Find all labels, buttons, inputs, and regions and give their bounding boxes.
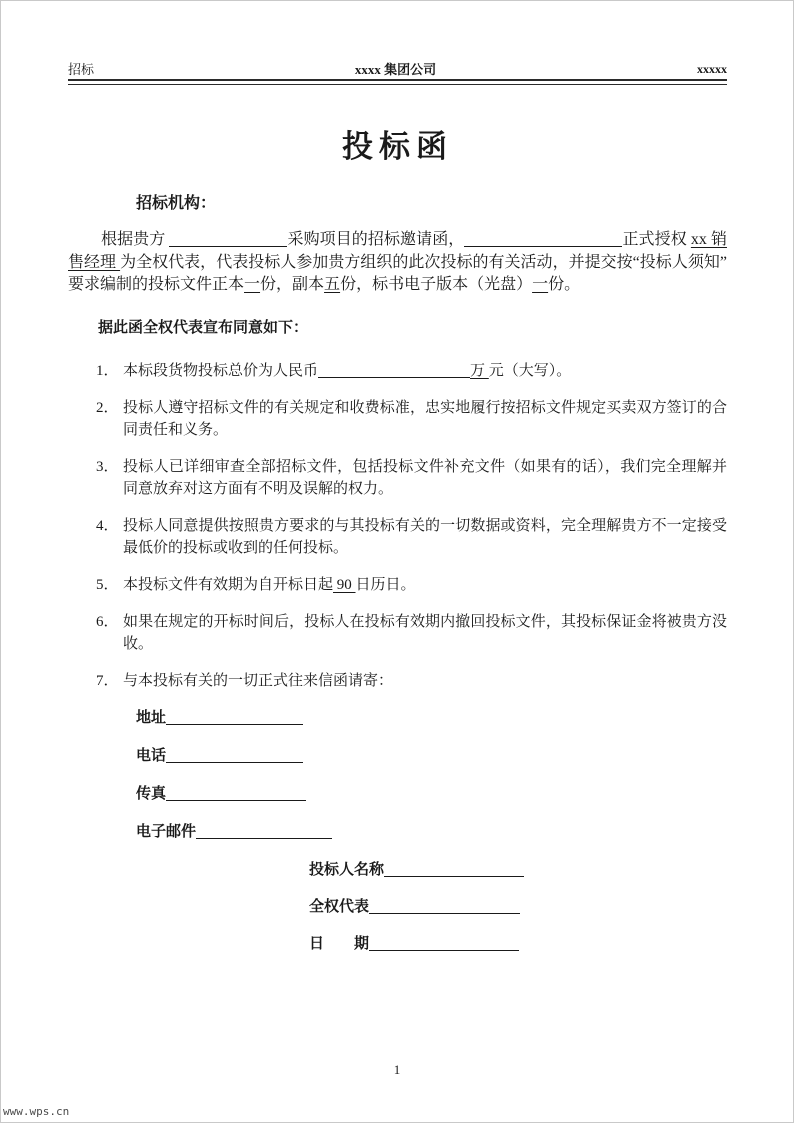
document-title: 投标函 <box>342 129 453 164</box>
text-run: 投标人已详细审查全部招标文件，包括投标文件补充文件（如果有的话），我们完全理解并同意放弃对这方面有不明及误解的权力。 <box>123 458 727 497</box>
text-run: 正式授权 <box>622 231 691 248</box>
text-run: 万 <box>470 362 489 379</box>
intro-paragraph <box>68 229 727 297</box>
contact-line <box>136 821 727 843</box>
recipient-label: 招标机构： <box>136 195 217 212</box>
term-item <box>96 397 727 441</box>
text-run: 日历日。 <box>355 576 416 593</box>
text-run: 一 <box>244 276 261 293</box>
text-run: 本标段货物投标总价为人民币 <box>123 362 319 379</box>
contact-label: 地址 <box>136 709 167 726</box>
text-run: 根据贵方 <box>101 231 170 248</box>
contact-label: 电话 <box>136 747 167 764</box>
header-center-text: xxxx 集团公司 <box>354 62 437 77</box>
term-item <box>96 515 727 559</box>
signature-section <box>309 859 727 955</box>
term-number: 5． <box>96 576 119 593</box>
text-run: 五 <box>324 276 341 293</box>
page-header <box>68 61 727 78</box>
term-text <box>123 515 727 559</box>
term-text <box>123 360 727 382</box>
signature-blank-line <box>384 861 524 877</box>
text-run: 元（大写）。 <box>488 362 572 379</box>
header-divider <box>68 79 727 85</box>
term-text <box>123 574 727 596</box>
term-item <box>96 670 727 692</box>
term-text <box>123 456 727 500</box>
text-run: 份，副本 <box>260 276 325 293</box>
term-number: 2． <box>96 399 119 416</box>
contact-label: 传真 <box>136 785 167 802</box>
term-item <box>96 574 727 596</box>
text-run: 一 <box>532 276 549 293</box>
contact-line <box>136 745 727 767</box>
text-run: 投标人遵守招标文件的有关规定和收费标准，忠实地履行按招标文件规定买卖双方签订的合同责任和义务。 <box>123 399 727 438</box>
contact-line <box>136 783 727 805</box>
terms-list <box>68 360 727 692</box>
header-left-text: 招标 <box>68 62 95 77</box>
wps-watermark: www.wps.cn <box>3 1105 70 1118</box>
text-run: 如果在规定的开标时间后，投标人在投标有效期内撤回投标文件，其投标保证金将被贵方没收。 <box>123 613 727 652</box>
term-text <box>123 670 727 692</box>
text-run: 90 <box>333 576 356 593</box>
contact-blank-line <box>166 709 303 725</box>
contact-blank-line <box>166 785 306 801</box>
term-text <box>123 611 727 655</box>
term-item <box>96 360 727 382</box>
text-run: xx 销售经理 <box>68 231 727 271</box>
text-run: 为全权代表，代表投标人参加贵方组织的此次投标的有关活动，并提交按“投标人须知”要求编制的投标文件正本 <box>68 253 727 293</box>
term-number: 1． <box>96 362 119 379</box>
term-item <box>96 611 727 655</box>
term-number: 6． <box>96 613 119 630</box>
text-run: 份。 <box>548 276 581 293</box>
blank-line <box>169 230 287 247</box>
contact-line <box>136 707 727 729</box>
text-run: 本投标文件有效期为自开标日起 <box>123 576 334 593</box>
header-right-text: xxxxx <box>697 62 727 76</box>
signature-label: 全权代表 <box>309 898 370 915</box>
signature-blank-line <box>369 898 520 914</box>
text-run: 投标人同意提供按照贵方要求的与其投标有关的一切数据或资料，完全理解贵方不一定接受最低价的投标或收到的任何投标。 <box>123 517 727 556</box>
declaration-heading: 据此函全权代表宣布同意如下： <box>98 319 309 336</box>
contact-label: 电子邮件 <box>136 823 197 840</box>
contact-blank-line <box>166 747 303 763</box>
signature-label: 投标人名称 <box>309 861 385 878</box>
contact-section <box>136 707 727 843</box>
blank-line <box>464 230 622 247</box>
signature-label: 日 期 <box>309 935 370 952</box>
contact-blank-line <box>196 823 332 839</box>
term-number: 4． <box>96 517 119 534</box>
text-run: 与本投标有关的一切正式往来信函请寄： <box>123 672 394 689</box>
term-text <box>123 397 727 441</box>
blank-line <box>318 362 470 378</box>
page-number: 1 <box>393 1062 401 1077</box>
term-item <box>96 456 727 500</box>
signature-line <box>309 933 727 955</box>
signature-line <box>309 859 727 881</box>
term-number: 7． <box>96 672 119 689</box>
signature-blank-line <box>369 935 519 951</box>
signature-line <box>309 896 727 918</box>
term-number: 3． <box>96 458 119 475</box>
text-run: 份，标书电子版本（光盘） <box>340 276 533 293</box>
text-run: 采购项目的招标邀请函， <box>287 231 465 248</box>
